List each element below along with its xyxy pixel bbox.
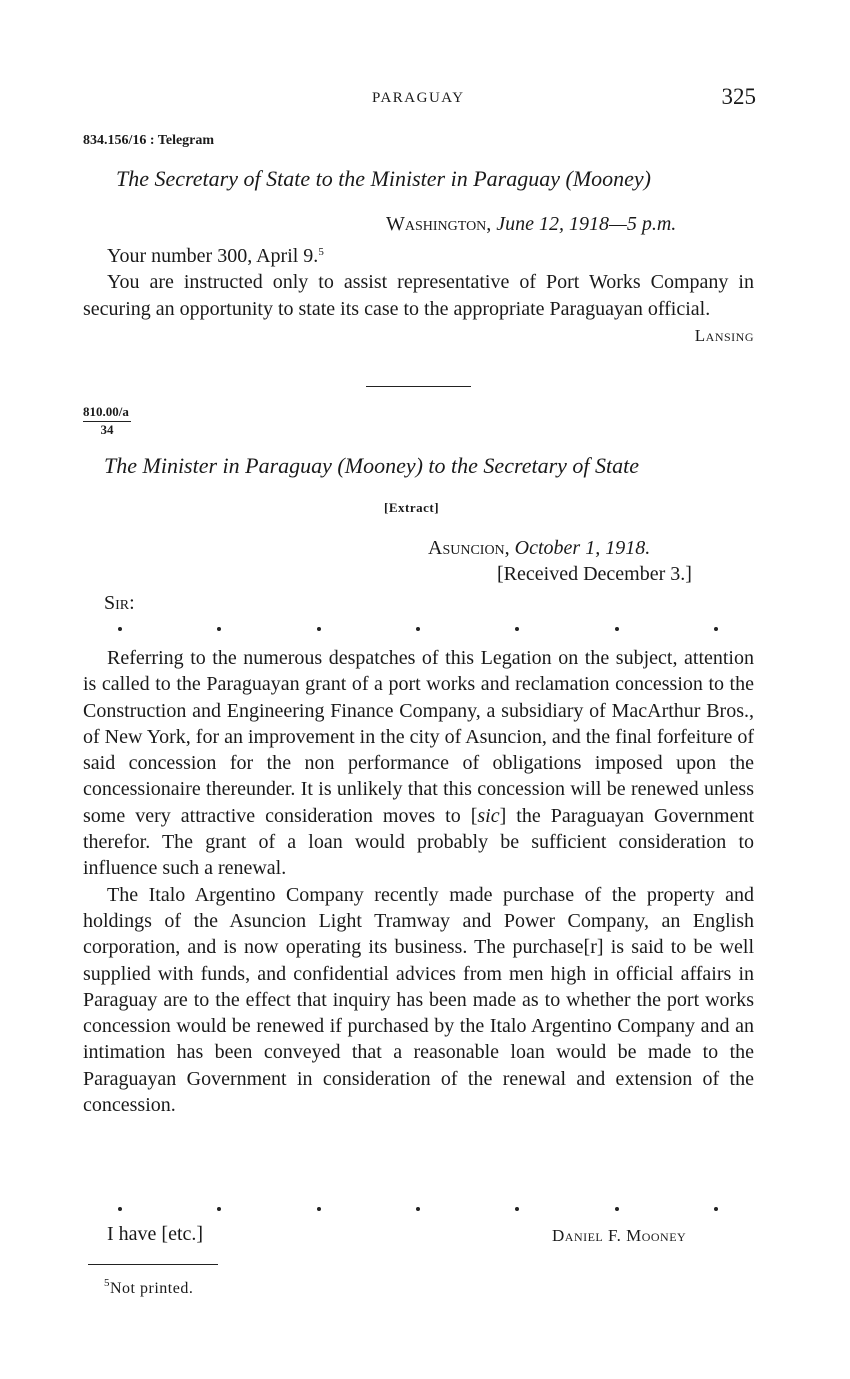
closing: I have [etc.] xyxy=(107,1223,204,1245)
signature-block xyxy=(83,322,754,349)
ellipsis-row xyxy=(118,627,718,631)
footnote-marker: 5 xyxy=(104,1277,110,1289)
footnote-ref: 5 xyxy=(318,246,324,258)
page-header xyxy=(0,84,850,114)
telegram-paragraph: You are instructed only to assist representative of Port Works Company in securing an opportunity to state its case to the appropriate Paraguayan official. xyxy=(83,271,754,320)
signature-block xyxy=(552,1226,686,1246)
letter-paragraph: The Italo Argentino Company recently made purchase of the property and holdings of the Asuncion Light Tramway and Power Company, an English corporation, and is now operating its business. The purchase[r] is said to be well supplied with funds, and confidential advices from men high in official affairs in Paraguay are to the effect that inquiry has been made as to whether the port works concession would be renewed if purchased by the Italo Argentino Company and an intimation has been conveyed that a reasonable loan would be made to the Paraguayan Government in consideration of the renewal and extension of the concession. xyxy=(83,883,754,1117)
letter-body xyxy=(83,645,754,1118)
dateline xyxy=(386,213,676,236)
dateline-place: Washington, xyxy=(386,213,492,235)
dateline-date: October 1, 1918. xyxy=(514,537,651,559)
file-number-bottom: 34 xyxy=(100,422,114,437)
dateline-place: Asuncion, xyxy=(428,537,510,559)
document-title: The Minister in Paraguay (Mooney) to the Secretary of State xyxy=(104,453,640,478)
file-number: 834.156/16 : Telegram xyxy=(83,133,215,148)
salutation: Sir: xyxy=(104,592,135,614)
document-title: The Secretary of State to the Minister in Paraguay (Mooney) xyxy=(116,166,652,191)
page-number: 325 xyxy=(721,84,756,109)
signature: Lansing xyxy=(694,325,754,345)
extract-label: [Extract] xyxy=(384,500,440,515)
ellipsis-row xyxy=(118,1207,718,1211)
telegram-line: Your number 300, April 9.$^5$ xyxy=(107,245,324,267)
section-divider xyxy=(366,386,471,387)
telegram-body xyxy=(83,243,754,349)
footnote-rule xyxy=(88,1264,218,1265)
received-date: [Received December 3.] xyxy=(497,563,692,585)
footnote xyxy=(104,1277,194,1298)
file-number-top: 810.00/a xyxy=(83,404,131,422)
dateline xyxy=(428,537,650,560)
file-number-fraction xyxy=(83,404,131,438)
letter-paragraph: Referring to the numerous despatches of this Legation on the subject, attention is called to the Paraguayan grant of a port works and reclamation concession to the Construction and Engineering Finance Company, a subsidiary of MacArthur Bros., of New York, for an improvement in the city of Asuncion, and the final forfeiture of said concession for the non performance of obligations imposed upon the concessionaire thereunder. It is unlikely that this concession will be renewed unless some very attractive consideration moves to [sic] the Paraguayan Government therefor. The grant of a loan would probably be sufficient consideration to influence such a renewal. xyxy=(83,647,754,880)
dateline-date: June 12, 1918—5 p.m. xyxy=(496,213,677,235)
footnote-text: Not printed. xyxy=(110,1280,194,1297)
signature: Daniel F. Mooney xyxy=(552,1226,687,1245)
running-title: PARAGUAY xyxy=(372,90,465,106)
